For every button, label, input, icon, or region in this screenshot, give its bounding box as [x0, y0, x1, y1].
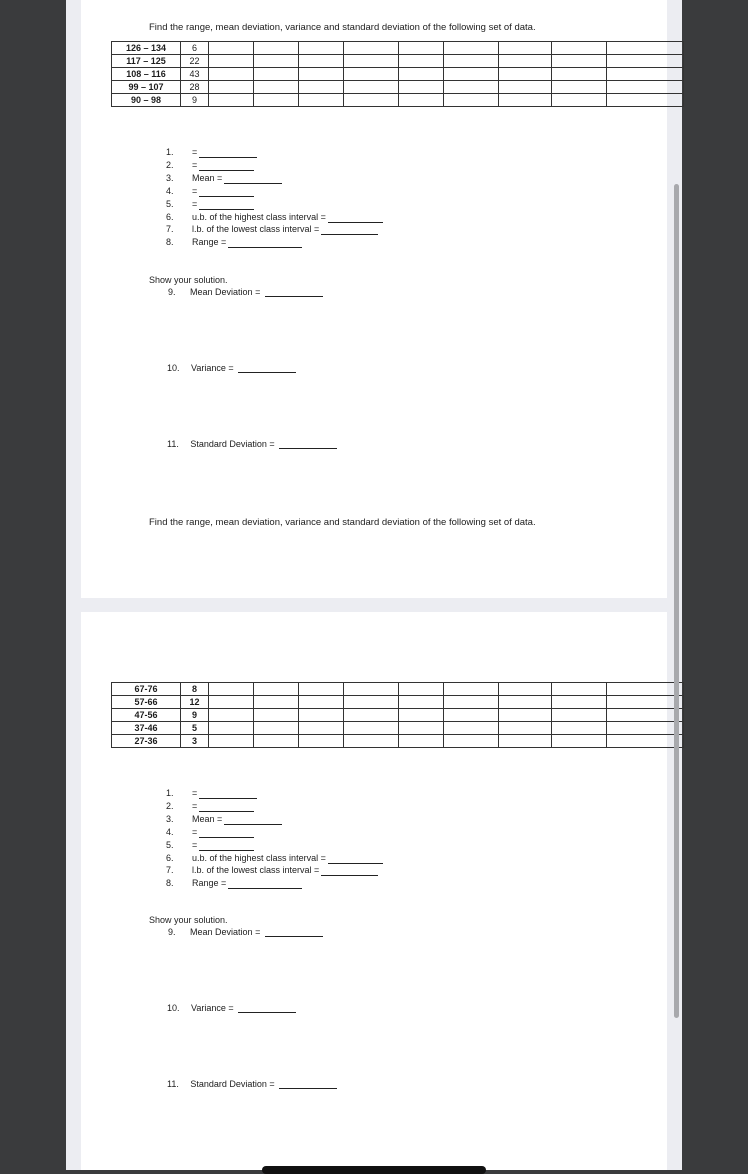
empty-cell	[399, 42, 444, 55]
empty-cell	[444, 722, 499, 735]
empty-cell	[552, 696, 607, 709]
class-interval-cell: 57-66	[112, 696, 181, 709]
empty-cell	[552, 42, 607, 55]
table-row	[112, 709, 684, 722]
question-text: Variance =	[191, 1003, 234, 1013]
empty-cell	[607, 42, 684, 55]
empty-cell	[209, 722, 254, 735]
question-number: 5.	[166, 198, 174, 209]
class-interval-cell: 90 – 98	[112, 94, 181, 107]
empty-cell	[254, 55, 299, 68]
empty-cell	[299, 94, 344, 107]
question-text: Mean =	[192, 813, 223, 824]
question-number: 8.	[166, 237, 174, 248]
empty-cell	[299, 683, 344, 696]
empty-cell	[299, 696, 344, 709]
answer-blank	[199, 148, 257, 158]
question-number: 4.	[166, 185, 174, 196]
question-text-wrap	[192, 212, 383, 223]
empty-cell	[499, 68, 552, 81]
answer-blank	[265, 928, 323, 937]
question-text: Range =	[192, 878, 227, 889]
empty-cell	[499, 94, 552, 107]
frequency-cell: 12	[181, 696, 209, 709]
class-interval-cell: 47-56	[112, 709, 181, 722]
empty-cell	[344, 94, 399, 107]
empty-cell	[607, 709, 684, 722]
question-text: =	[192, 147, 198, 157]
answer-blank	[199, 841, 254, 851]
empty-cell	[399, 735, 444, 748]
empty-cell	[344, 696, 399, 709]
empty-cell	[254, 68, 299, 81]
question-text: Standard Deviation =	[190, 1079, 275, 1089]
answer-blank	[328, 854, 383, 864]
question-text: Range =	[192, 237, 227, 248]
empty-cell	[254, 722, 299, 735]
vertical-scrollbar[interactable]	[674, 184, 679, 1018]
answer-blank	[228, 238, 302, 248]
question-text: =	[192, 839, 198, 850]
question-text: l.b. of the lowest class interval =	[192, 224, 320, 235]
empty-cell	[499, 735, 552, 748]
table-row	[112, 722, 684, 735]
empty-cell	[209, 55, 254, 68]
question-text: =	[192, 800, 198, 811]
empty-cell	[209, 81, 254, 94]
frequency-table	[111, 41, 684, 107]
question-text-wrap	[192, 878, 302, 889]
question-number: 9.	[168, 927, 176, 937]
frequency-cell: 5	[181, 722, 209, 735]
answer-blank	[228, 879, 302, 889]
empty-cell	[607, 683, 684, 696]
document-page-2	[81, 612, 667, 1170]
empty-cell	[399, 81, 444, 94]
empty-cell	[209, 709, 254, 722]
answer-blank	[238, 1004, 296, 1013]
empty-cell	[607, 94, 684, 107]
question-text-wrap	[192, 147, 257, 158]
empty-cell	[607, 722, 684, 735]
question-text-wrap	[192, 801, 254, 812]
empty-cell	[607, 68, 684, 81]
table-row	[112, 55, 684, 68]
question-text-wrap	[192, 237, 302, 248]
frequency-cell: 22	[181, 55, 209, 68]
question-number: 7.	[166, 224, 174, 235]
variance-line	[167, 363, 296, 373]
empty-cell	[399, 68, 444, 81]
frequency-cell: 43	[181, 68, 209, 81]
table-row	[112, 696, 684, 709]
empty-cell	[254, 709, 299, 722]
question-text: Mean Deviation =	[190, 927, 261, 937]
empty-cell	[499, 696, 552, 709]
question-number: 10.	[167, 363, 180, 373]
standard-deviation-line	[167, 1079, 337, 1089]
empty-cell	[552, 68, 607, 81]
frequency-cell: 9	[181, 94, 209, 107]
empty-cell	[444, 55, 499, 68]
question-number: 11.	[167, 1079, 179, 1089]
answer-blank	[238, 364, 296, 373]
frequency-table	[111, 682, 684, 748]
question-text: =	[192, 185, 198, 196]
empty-cell	[444, 696, 499, 709]
question-text-wrap	[192, 853, 383, 864]
empty-cell	[299, 68, 344, 81]
empty-cell	[444, 709, 499, 722]
empty-cell	[344, 81, 399, 94]
empty-cell	[344, 722, 399, 735]
question-number: 5.	[166, 839, 174, 850]
empty-cell	[299, 55, 344, 68]
empty-cell	[254, 683, 299, 696]
answer-blank	[321, 225, 378, 235]
table-row	[112, 42, 684, 55]
question-text-wrap	[192, 173, 282, 184]
empty-cell	[254, 42, 299, 55]
class-interval-cell: 117 – 125	[112, 55, 181, 68]
empty-cell	[444, 94, 499, 107]
empty-cell	[254, 94, 299, 107]
table-row	[112, 735, 684, 748]
question-number: 7.	[166, 865, 174, 876]
question-number: 3.	[166, 172, 174, 183]
empty-cell	[299, 81, 344, 94]
show-solution-label: Show your solution.	[149, 915, 228, 925]
table-row	[112, 68, 684, 81]
question-text-wrap	[192, 865, 378, 876]
class-interval-cell: 37-46	[112, 722, 181, 735]
question-number: 9.	[168, 287, 176, 297]
question-text-wrap	[192, 186, 254, 197]
answer-blank	[328, 213, 383, 223]
question-text-wrap	[192, 827, 254, 838]
class-interval-cell: 27-36	[112, 735, 181, 748]
empty-cell	[399, 94, 444, 107]
empty-cell	[499, 683, 552, 696]
empty-cell	[399, 722, 444, 735]
question-text: Mean Deviation =	[190, 287, 261, 297]
empty-cell	[344, 68, 399, 81]
answer-blank	[224, 174, 282, 184]
empty-cell	[209, 735, 254, 748]
home-indicator[interactable]	[262, 1166, 486, 1174]
empty-cell	[344, 709, 399, 722]
empty-cell	[552, 94, 607, 107]
empty-cell	[499, 722, 552, 735]
question-number: 4.	[166, 826, 174, 837]
question-text: =	[192, 198, 198, 209]
answer-blank	[199, 802, 254, 812]
answer-blank	[279, 1080, 337, 1089]
question-number: 3.	[166, 813, 174, 824]
empty-cell	[444, 683, 499, 696]
empty-cell	[254, 696, 299, 709]
empty-cell	[444, 42, 499, 55]
empty-cell	[299, 709, 344, 722]
class-interval-cell: 126 – 134	[112, 42, 181, 55]
question-text: Variance =	[191, 363, 234, 373]
table-row	[112, 81, 684, 94]
empty-cell	[444, 81, 499, 94]
question-number: 11.	[167, 439, 179, 449]
empty-cell	[344, 55, 399, 68]
empty-cell	[499, 709, 552, 722]
question-text: =	[192, 788, 198, 798]
question-number: 10.	[167, 1003, 180, 1013]
question-number: 2.	[166, 159, 174, 170]
answer-blank	[199, 161, 254, 171]
question-number: 8.	[166, 878, 174, 889]
table-row	[112, 683, 684, 696]
question-text-wrap	[192, 224, 378, 235]
empty-cell	[344, 42, 399, 55]
empty-cell	[499, 81, 552, 94]
class-interval-cell: 108 – 116	[112, 68, 181, 81]
question-number: 6.	[166, 852, 174, 863]
empty-cell	[209, 42, 254, 55]
empty-cell	[607, 696, 684, 709]
frequency-cell: 3	[181, 735, 209, 748]
empty-cell	[552, 683, 607, 696]
question-number: 1.	[166, 788, 174, 798]
empty-cell	[254, 735, 299, 748]
question-text: u.b. of the highest class interval =	[192, 211, 326, 222]
variance-line	[167, 1003, 296, 1013]
frequency-cell: 6	[181, 42, 209, 55]
empty-cell	[399, 683, 444, 696]
answer-blank	[224, 815, 282, 825]
answer-blank	[199, 187, 254, 197]
empty-cell	[499, 55, 552, 68]
empty-cell	[209, 696, 254, 709]
question-text: Mean =	[192, 172, 223, 183]
instruction-text: Find the range, mean deviation, variance and standard deviation of the following set of data.	[149, 22, 536, 33]
empty-cell	[344, 683, 399, 696]
standard-deviation-line	[167, 439, 337, 449]
empty-cell	[444, 68, 499, 81]
question-text-wrap	[192, 814, 282, 825]
empty-cell	[607, 55, 684, 68]
question-number: 6.	[166, 211, 174, 222]
empty-cell	[399, 55, 444, 68]
empty-cell	[552, 55, 607, 68]
frequency-cell: 9	[181, 709, 209, 722]
empty-cell	[209, 94, 254, 107]
empty-cell	[254, 81, 299, 94]
empty-cell	[344, 735, 399, 748]
question-text: u.b. of the highest class interval =	[192, 852, 326, 863]
question-text-wrap	[192, 160, 254, 171]
table-row	[112, 94, 684, 107]
question-text: =	[192, 826, 198, 837]
document-page-1	[81, 0, 667, 598]
answer-blank	[199, 828, 254, 838]
question-text-wrap	[192, 199, 254, 210]
question-text: l.b. of the lowest class interval =	[192, 865, 320, 876]
empty-cell	[209, 683, 254, 696]
show-solution-label: Show your solution.	[149, 275, 228, 285]
class-interval-cell: 67-76	[112, 683, 181, 696]
empty-cell	[499, 42, 552, 55]
empty-cell	[444, 735, 499, 748]
empty-cell	[552, 735, 607, 748]
empty-cell	[299, 42, 344, 55]
empty-cell	[552, 81, 607, 94]
question-text: =	[192, 159, 198, 170]
answer-blank	[321, 866, 378, 876]
frequency-cell: 28	[181, 81, 209, 94]
frequency-cell: 8	[181, 683, 209, 696]
question-text: Standard Deviation =	[190, 439, 275, 449]
question-number: 2.	[166, 800, 174, 811]
answer-blank	[199, 789, 257, 799]
empty-cell	[607, 735, 684, 748]
question-text-wrap	[192, 840, 254, 851]
class-interval-cell: 99 – 107	[112, 81, 181, 94]
empty-cell	[299, 722, 344, 735]
document-viewer[interactable]	[66, 0, 682, 1170]
empty-cell	[399, 709, 444, 722]
empty-cell	[299, 735, 344, 748]
mean-deviation-line	[168, 927, 323, 937]
answer-blank	[265, 288, 323, 297]
answer-blank	[199, 200, 254, 210]
empty-cell	[552, 722, 607, 735]
instruction-text: Find the range, mean deviation, variance and standard deviation of the following set of data.	[149, 517, 536, 528]
empty-cell	[607, 81, 684, 94]
question-number: 1.	[166, 147, 174, 157]
answer-blank	[279, 440, 337, 449]
mean-deviation-line	[168, 287, 323, 297]
question-text-wrap	[192, 788, 257, 799]
empty-cell	[552, 709, 607, 722]
empty-cell	[209, 68, 254, 81]
empty-cell	[399, 696, 444, 709]
